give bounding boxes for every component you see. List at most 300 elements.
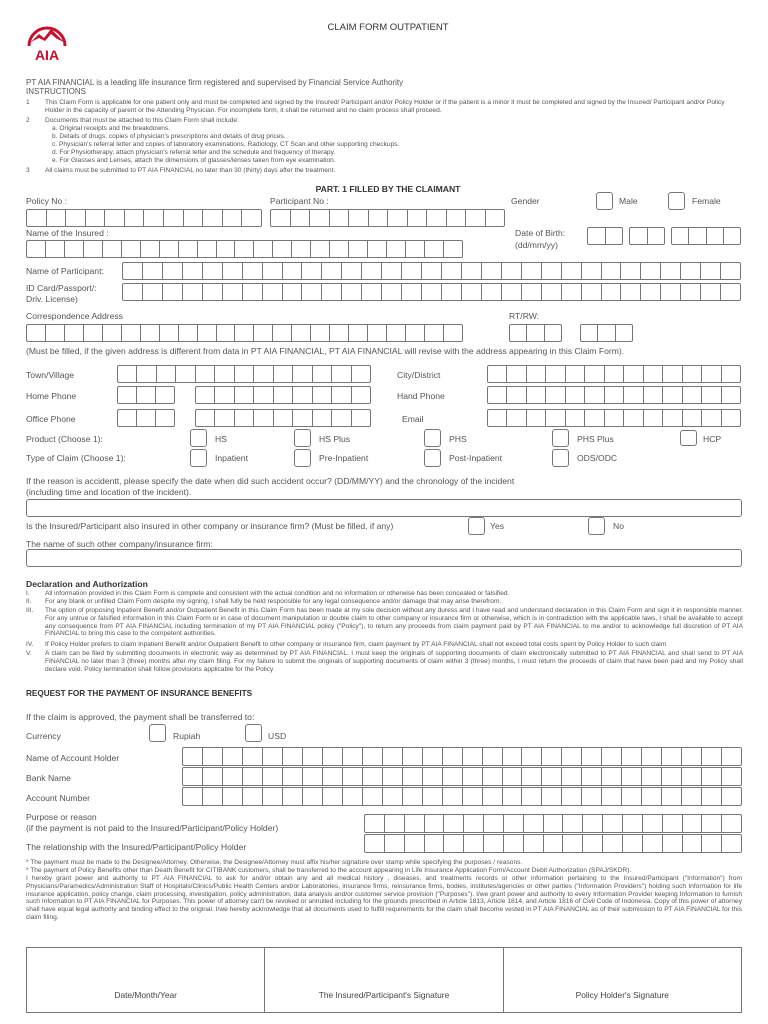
char-cell[interactable]	[215, 410, 234, 426]
char-cell[interactable]	[605, 410, 624, 426]
char-cell[interactable]	[483, 748, 503, 765]
char-cell[interactable]	[606, 228, 623, 244]
char-cell[interactable]	[365, 815, 385, 832]
town-input[interactable]	[117, 365, 371, 383]
char-cell[interactable]	[484, 835, 504, 852]
participant-no-input[interactable]	[270, 209, 505, 227]
char-cell[interactable]	[103, 325, 122, 341]
char-cell[interactable]	[507, 366, 526, 382]
char-cell[interactable]	[423, 748, 443, 765]
char-cell[interactable]	[502, 263, 522, 279]
char-cell[interactable]	[524, 835, 544, 852]
char-cell[interactable]	[283, 768, 303, 785]
char-cell[interactable]	[722, 768, 741, 785]
char-cell[interactable]	[311, 325, 330, 341]
char-cell[interactable]	[332, 366, 351, 382]
char-cell[interactable]	[323, 748, 343, 765]
purpose-input[interactable]	[364, 814, 742, 833]
char-cell[interactable]	[644, 387, 663, 403]
policy-holder-signature-cell[interactable]	[504, 948, 741, 1012]
char-cell[interactable]	[661, 284, 681, 300]
char-cell[interactable]	[283, 748, 303, 765]
char-cell[interactable]	[273, 325, 292, 341]
char-cell[interactable]	[362, 263, 382, 279]
char-cell[interactable]	[527, 366, 546, 382]
char-cell[interactable]	[343, 788, 363, 805]
char-cell[interactable]	[510, 325, 527, 341]
char-cell[interactable]	[621, 284, 641, 300]
product-hcp-checkbox[interactable]	[680, 430, 697, 446]
char-cell[interactable]	[402, 284, 422, 300]
char-cell[interactable]	[542, 788, 562, 805]
claim-pre-inpatient-checkbox[interactable]	[294, 449, 311, 467]
char-cell[interactable]	[488, 366, 507, 382]
char-cell[interactable]	[621, 263, 641, 279]
other-company-input[interactable]	[26, 549, 742, 567]
char-cell[interactable]	[292, 241, 311, 257]
char-cell[interactable]	[566, 366, 585, 382]
char-cell[interactable]	[583, 835, 603, 852]
char-cell[interactable]	[464, 815, 484, 832]
char-cell[interactable]	[66, 210, 86, 226]
char-cell[interactable]	[702, 815, 722, 832]
char-cell[interactable]	[183, 748, 203, 765]
char-cell[interactable]	[546, 410, 565, 426]
char-cell[interactable]	[322, 284, 342, 300]
char-cell[interactable]	[302, 263, 322, 279]
char-cell[interactable]	[352, 410, 370, 426]
char-cell[interactable]	[562, 284, 582, 300]
char-cell[interactable]	[447, 210, 467, 226]
char-cell[interactable]	[223, 788, 243, 805]
product-phs-plus-checkbox[interactable]	[552, 429, 569, 447]
char-cell[interactable]	[118, 387, 137, 403]
char-cell[interactable]	[311, 241, 330, 257]
char-cell[interactable]	[352, 387, 370, 403]
char-cell[interactable]	[463, 748, 483, 765]
char-cell[interactable]	[722, 788, 741, 805]
char-cell[interactable]	[522, 748, 542, 765]
char-cell[interactable]	[522, 768, 542, 785]
char-cell[interactable]	[254, 241, 273, 257]
char-cell[interactable]	[405, 835, 425, 852]
char-cell[interactable]	[616, 325, 632, 341]
char-cell[interactable]	[254, 387, 273, 403]
dob-month-input[interactable]	[629, 227, 665, 245]
product-hs-plus-checkbox[interactable]	[294, 429, 311, 447]
char-cell[interactable]	[442, 284, 462, 300]
char-cell[interactable]	[524, 815, 544, 832]
char-cell[interactable]	[283, 788, 303, 805]
char-cell[interactable]	[544, 815, 564, 832]
char-cell[interactable]	[293, 410, 312, 426]
char-cell[interactable]	[388, 210, 408, 226]
char-cell[interactable]	[546, 387, 565, 403]
char-cell[interactable]	[542, 768, 562, 785]
char-cell[interactable]	[203, 748, 223, 765]
char-cell[interactable]	[291, 210, 311, 226]
char-cell[interactable]	[363, 788, 383, 805]
char-cell[interactable]	[196, 410, 215, 426]
char-cell[interactable]	[243, 284, 263, 300]
char-cell[interactable]	[254, 410, 273, 426]
char-cell[interactable]	[483, 788, 503, 805]
char-cell[interactable]	[47, 210, 67, 226]
char-cell[interactable]	[683, 835, 703, 852]
char-cell[interactable]	[273, 241, 292, 257]
dob-day-input[interactable]	[587, 227, 623, 245]
claim-inpatient-checkbox[interactable]	[190, 449, 207, 467]
char-cell[interactable]	[183, 768, 203, 785]
char-cell[interactable]	[271, 210, 291, 226]
char-cell[interactable]	[605, 366, 624, 382]
char-cell[interactable]	[562, 788, 582, 805]
char-cell[interactable]	[507, 410, 526, 426]
char-cell[interactable]	[27, 210, 47, 226]
char-cell[interactable]	[243, 768, 263, 785]
char-cell[interactable]	[323, 768, 343, 785]
char-cell[interactable]	[588, 228, 606, 244]
char-cell[interactable]	[488, 410, 507, 426]
char-cell[interactable]	[215, 366, 234, 382]
char-cell[interactable]	[203, 263, 223, 279]
char-cell[interactable]	[235, 325, 254, 341]
char-cell[interactable]	[343, 768, 363, 785]
char-cell[interactable]	[302, 284, 322, 300]
char-cell[interactable]	[585, 366, 604, 382]
char-cell[interactable]	[65, 325, 84, 341]
char-cell[interactable]	[406, 325, 425, 341]
char-cell[interactable]	[644, 410, 663, 426]
char-cell[interactable]	[602, 788, 622, 805]
char-cell[interactable]	[542, 284, 562, 300]
char-cell[interactable]	[332, 387, 351, 403]
char-cell[interactable]	[143, 284, 163, 300]
char-cell[interactable]	[254, 366, 273, 382]
char-cell[interactable]	[198, 241, 217, 257]
char-cell[interactable]	[427, 210, 447, 226]
char-cell[interactable]	[661, 263, 681, 279]
char-cell[interactable]	[722, 387, 740, 403]
bank-name-input[interactable]	[182, 767, 742, 786]
char-cell[interactable]	[198, 325, 217, 341]
char-cell[interactable]	[385, 815, 405, 832]
char-cell[interactable]	[157, 366, 176, 382]
char-cell[interactable]	[183, 788, 203, 805]
char-cell[interactable]	[425, 241, 444, 257]
char-cell[interactable]	[503, 748, 523, 765]
char-cell[interactable]	[263, 263, 283, 279]
city-input[interactable]	[487, 365, 741, 383]
char-cell[interactable]	[103, 241, 122, 257]
char-cell[interactable]	[444, 835, 464, 852]
char-cell[interactable]	[86, 210, 106, 226]
char-cell[interactable]	[462, 284, 482, 300]
email-input[interactable]	[487, 409, 741, 427]
char-cell[interactable]	[203, 284, 223, 300]
char-cell[interactable]	[602, 768, 622, 785]
char-cell[interactable]	[585, 410, 604, 426]
char-cell[interactable]	[722, 366, 740, 382]
char-cell[interactable]	[466, 210, 486, 226]
char-cell[interactable]	[332, 410, 351, 426]
char-cell[interactable]	[105, 210, 125, 226]
char-cell[interactable]	[203, 768, 223, 785]
char-cell[interactable]	[422, 263, 442, 279]
char-cell[interactable]	[84, 241, 103, 257]
char-cell[interactable]	[503, 788, 523, 805]
char-cell[interactable]	[522, 788, 542, 805]
char-cell[interactable]	[179, 325, 198, 341]
char-cell[interactable]	[683, 815, 703, 832]
char-cell[interactable]	[724, 228, 740, 244]
char-cell[interactable]	[721, 263, 740, 279]
char-cell[interactable]	[363, 748, 383, 765]
char-cell[interactable]	[313, 366, 332, 382]
char-cell[interactable]	[641, 284, 661, 300]
char-cell[interactable]	[141, 241, 160, 257]
product-hs-checkbox[interactable]	[190, 429, 207, 447]
char-cell[interactable]	[403, 768, 423, 785]
char-cell[interactable]	[368, 325, 387, 341]
char-cell[interactable]	[702, 366, 721, 382]
char-cell[interactable]	[217, 241, 236, 257]
char-cell[interactable]	[681, 284, 701, 300]
char-cell[interactable]	[27, 241, 46, 257]
usd-checkbox[interactable]	[245, 724, 262, 742]
claim-ods-odc-checkbox[interactable]	[552, 449, 569, 467]
char-cell[interactable]	[310, 210, 330, 226]
dob-year-input[interactable]	[671, 227, 741, 245]
char-cell[interactable]	[385, 835, 405, 852]
char-cell[interactable]	[624, 410, 643, 426]
char-cell[interactable]	[642, 768, 662, 785]
char-cell[interactable]	[463, 768, 483, 785]
char-cell[interactable]	[544, 835, 564, 852]
char-cell[interactable]	[623, 835, 643, 852]
char-cell[interactable]	[702, 410, 721, 426]
char-cell[interactable]	[163, 263, 183, 279]
char-cell[interactable]	[622, 748, 642, 765]
char-cell[interactable]	[406, 241, 425, 257]
char-cell[interactable]	[605, 387, 624, 403]
char-cell[interactable]	[624, 366, 643, 382]
char-cell[interactable]	[137, 410, 156, 426]
char-cell[interactable]	[141, 325, 160, 341]
char-cell[interactable]	[444, 815, 464, 832]
char-cell[interactable]	[562, 748, 582, 765]
char-cell[interactable]	[293, 387, 312, 403]
char-cell[interactable]	[27, 325, 46, 341]
office-phone-input[interactable]	[195, 409, 371, 427]
female-checkbox[interactable]	[668, 192, 685, 210]
char-cell[interactable]	[156, 387, 174, 403]
char-cell[interactable]	[504, 835, 524, 852]
char-cell[interactable]	[342, 263, 362, 279]
char-cell[interactable]	[369, 210, 389, 226]
char-cell[interactable]	[581, 325, 598, 341]
char-cell[interactable]	[527, 410, 546, 426]
char-cell[interactable]	[648, 228, 665, 244]
char-cell[interactable]	[368, 241, 387, 257]
rupiah-checkbox[interactable]	[149, 724, 166, 742]
char-cell[interactable]	[263, 788, 283, 805]
char-cell[interactable]	[444, 325, 462, 341]
char-cell[interactable]	[721, 284, 740, 300]
char-cell[interactable]	[644, 366, 663, 382]
char-cell[interactable]	[217, 325, 236, 341]
char-cell[interactable]	[263, 748, 283, 765]
char-cell[interactable]	[542, 748, 562, 765]
char-cell[interactable]	[292, 325, 311, 341]
char-cell[interactable]	[283, 263, 303, 279]
char-cell[interactable]	[622, 768, 642, 785]
char-cell[interactable]	[603, 815, 623, 832]
char-cell[interactable]	[462, 263, 482, 279]
char-cell[interactable]	[118, 410, 137, 426]
char-cell[interactable]	[183, 263, 203, 279]
product-phs-checkbox[interactable]	[424, 429, 441, 447]
account-number-input[interactable]	[182, 787, 742, 806]
char-cell[interactable]	[243, 788, 263, 805]
char-cell[interactable]	[502, 284, 522, 300]
char-cell[interactable]	[362, 284, 382, 300]
id-card-input[interactable]	[122, 283, 741, 301]
char-cell[interactable]	[443, 748, 463, 765]
char-cell[interactable]	[303, 768, 323, 785]
char-cell[interactable]	[463, 788, 483, 805]
char-cell[interactable]	[702, 387, 721, 403]
char-cell[interactable]	[563, 815, 583, 832]
char-cell[interactable]	[545, 325, 561, 341]
char-cell[interactable]	[254, 325, 273, 341]
char-cell[interactable]	[585, 387, 604, 403]
char-cell[interactable]	[630, 228, 648, 244]
rt-input[interactable]	[509, 324, 562, 342]
insured-signature-cell[interactable]	[265, 948, 503, 1012]
char-cell[interactable]	[243, 748, 263, 765]
char-cell[interactable]	[223, 263, 243, 279]
char-cell[interactable]	[215, 387, 234, 403]
char-cell[interactable]	[662, 768, 682, 785]
char-cell[interactable]	[662, 748, 682, 765]
char-cell[interactable]	[223, 210, 243, 226]
char-cell[interactable]	[707, 228, 724, 244]
char-cell[interactable]	[484, 815, 504, 832]
char-cell[interactable]	[643, 815, 663, 832]
char-cell[interactable]	[683, 387, 702, 403]
char-cell[interactable]	[122, 325, 141, 341]
char-cell[interactable]	[542, 263, 562, 279]
char-cell[interactable]	[387, 325, 406, 341]
char-cell[interactable]	[663, 835, 683, 852]
char-cell[interactable]	[566, 410, 585, 426]
rw-input[interactable]	[580, 324, 633, 342]
char-cell[interactable]	[330, 210, 350, 226]
char-cell[interactable]	[423, 788, 443, 805]
char-cell[interactable]	[566, 387, 585, 403]
char-cell[interactable]	[365, 835, 385, 852]
char-cell[interactable]	[701, 263, 721, 279]
char-cell[interactable]	[672, 228, 689, 244]
char-cell[interactable]	[196, 366, 215, 382]
char-cell[interactable]	[183, 284, 203, 300]
char-cell[interactable]	[263, 768, 283, 785]
char-cell[interactable]	[403, 788, 423, 805]
char-cell[interactable]	[663, 815, 683, 832]
char-cell[interactable]	[223, 284, 243, 300]
char-cell[interactable]	[65, 241, 84, 257]
char-cell[interactable]	[163, 284, 183, 300]
char-cell[interactable]	[663, 410, 682, 426]
char-cell[interactable]	[546, 366, 565, 382]
char-cell[interactable]	[683, 366, 702, 382]
char-cell[interactable]	[442, 263, 462, 279]
char-cell[interactable]	[176, 366, 195, 382]
char-cell[interactable]	[46, 241, 65, 257]
char-cell[interactable]	[184, 210, 204, 226]
char-cell[interactable]	[263, 284, 283, 300]
char-cell[interactable]	[641, 263, 661, 279]
char-cell[interactable]	[402, 263, 422, 279]
char-cell[interactable]	[283, 284, 303, 300]
char-cell[interactable]	[582, 284, 602, 300]
char-cell[interactable]	[242, 210, 261, 226]
char-cell[interactable]	[84, 325, 103, 341]
name-participant-input[interactable]	[122, 262, 741, 280]
char-cell[interactable]	[482, 263, 502, 279]
char-cell[interactable]	[342, 284, 362, 300]
char-cell[interactable]	[602, 284, 622, 300]
char-cell[interactable]	[322, 263, 342, 279]
char-cell[interactable]	[235, 387, 254, 403]
account-holder-input[interactable]	[182, 747, 742, 766]
char-cell[interactable]	[663, 387, 682, 403]
char-cell[interactable]	[122, 241, 141, 257]
char-cell[interactable]	[425, 815, 445, 832]
char-cell[interactable]	[274, 410, 293, 426]
char-cell[interactable]	[722, 410, 740, 426]
char-cell[interactable]	[144, 210, 164, 226]
char-cell[interactable]	[642, 748, 662, 765]
char-cell[interactable]	[235, 410, 254, 426]
char-cell[interactable]	[143, 263, 163, 279]
char-cell[interactable]	[464, 835, 484, 852]
char-cell[interactable]	[313, 410, 332, 426]
char-cell[interactable]	[443, 768, 463, 785]
char-cell[interactable]	[387, 241, 406, 257]
char-cell[interactable]	[702, 768, 722, 785]
char-cell[interactable]	[682, 788, 702, 805]
char-cell[interactable]	[702, 748, 722, 765]
char-cell[interactable]	[164, 210, 184, 226]
char-cell[interactable]	[702, 835, 722, 852]
char-cell[interactable]	[423, 768, 443, 785]
relationship-input[interactable]	[364, 834, 742, 853]
char-cell[interactable]	[137, 387, 156, 403]
char-cell[interactable]	[504, 815, 524, 832]
char-cell[interactable]	[598, 325, 615, 341]
office-phone-area-input[interactable]	[117, 409, 175, 427]
char-cell[interactable]	[156, 410, 174, 426]
char-cell[interactable]	[179, 241, 198, 257]
char-cell[interactable]	[483, 768, 503, 785]
char-cell[interactable]	[722, 748, 741, 765]
name-insured-input[interactable]	[26, 240, 463, 258]
char-cell[interactable]	[203, 788, 223, 805]
char-cell[interactable]	[623, 815, 643, 832]
char-cell[interactable]	[383, 748, 403, 765]
